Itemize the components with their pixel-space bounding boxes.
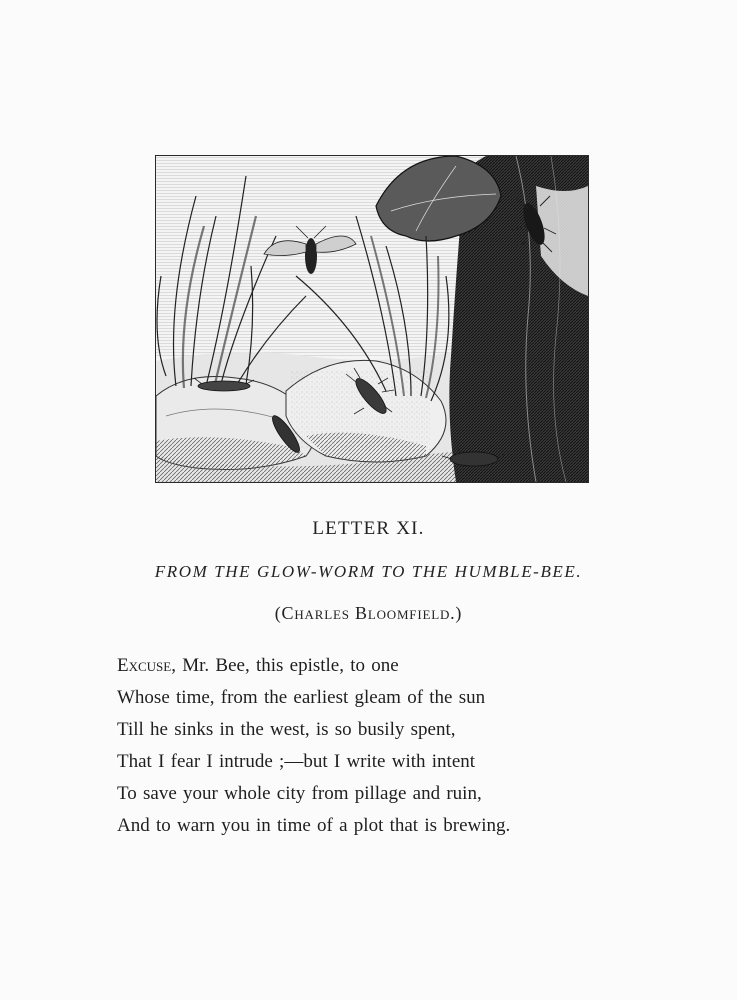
poem-body — [117, 650, 677, 842]
poem-line: Whose time, from the earliest gleam of the sun — [117, 687, 486, 708]
poem-line: That I fear I intrude ;—but I write with intent — [117, 751, 476, 772]
poem-line: And to warn you in time of a plot that is brewing. — [117, 815, 511, 836]
letter-author: (Charles Bloomfield.) — [274, 603, 463, 623]
poem-first-line-rest: , Mr. Bee, this epistle, to one — [171, 655, 399, 676]
poem-line: Till he sinks in the west, is so busily spent, — [117, 719, 456, 740]
poem-line — [117, 650, 677, 682]
engraving-svg — [156, 156, 588, 482]
poem-line: To save your whole city from pillage and ruin, — [117, 783, 482, 804]
letter-subtitle: FROM THE GLOW-WORM TO THE HUMBLE-BEE. — [154, 562, 583, 581]
letter-title: LETTER XI. — [312, 518, 425, 539]
poem-first-word: Excuse — [117, 655, 172, 676]
glow-worm-engraving — [155, 155, 589, 483]
